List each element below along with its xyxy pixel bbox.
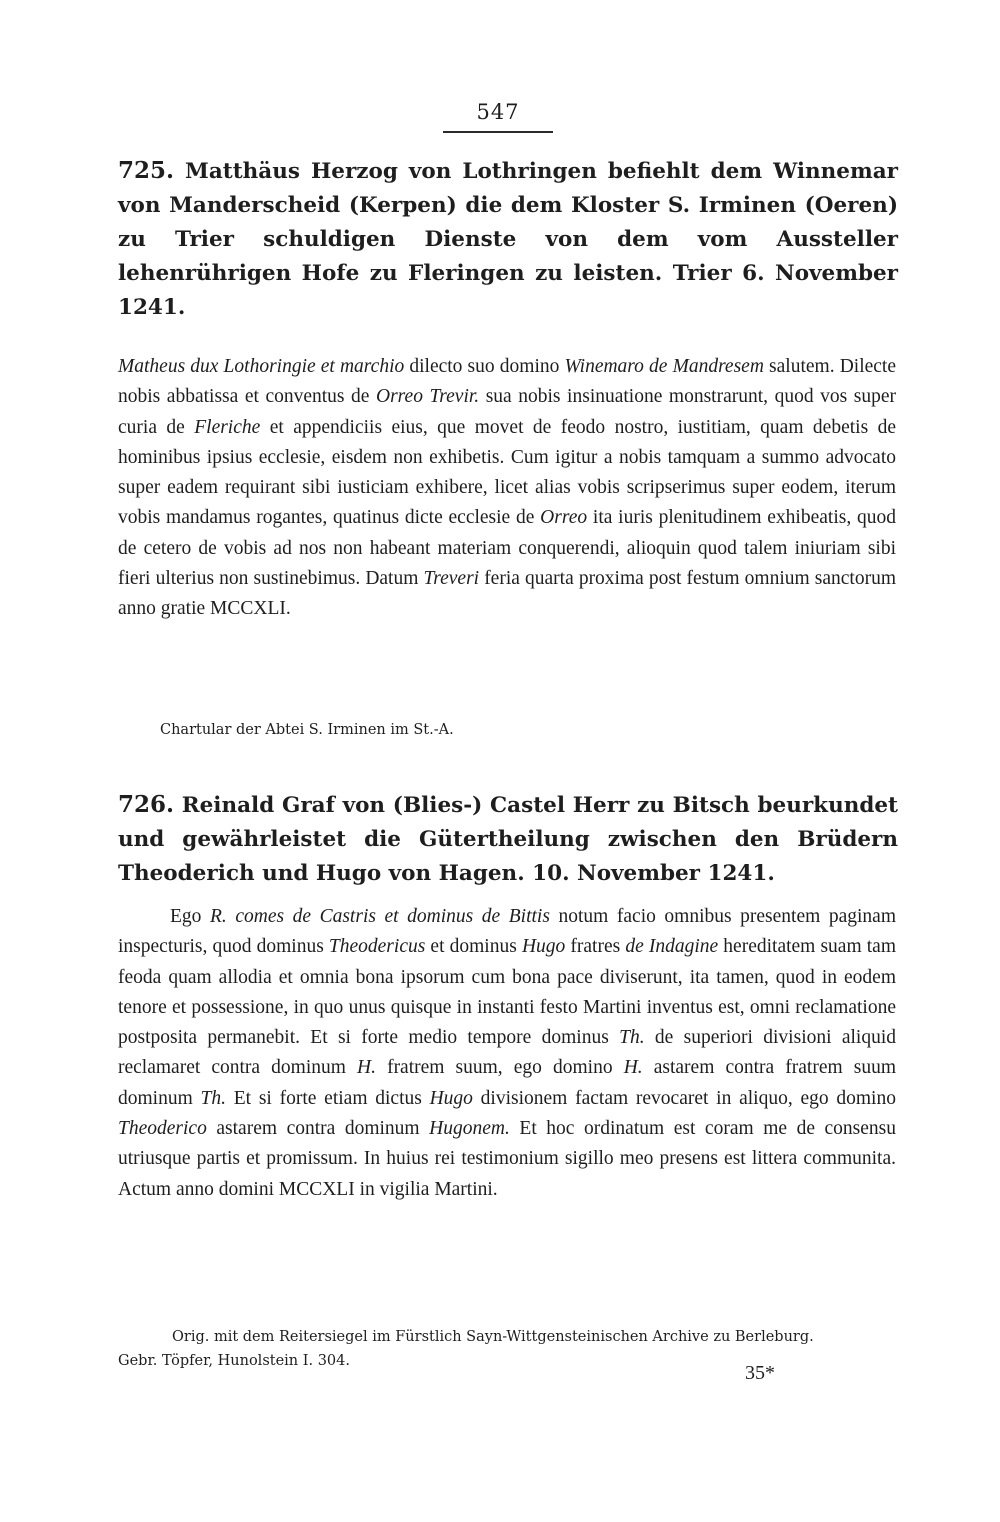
- doc-726-source-line2: Gebr. Töpfer, Hunolstein I. 304.: [118, 1353, 350, 1369]
- body-italic: Fleriche: [194, 416, 261, 438]
- body-text: de superiori divisioni aliquid reclamaret contra dominum: [118, 1027, 896, 1079]
- body-italic: H.: [357, 1057, 376, 1079]
- signature-mark: 35*: [745, 1362, 775, 1384]
- body-text: ita iuris plenitudinem exhibeatis, quod de cetero de vobis ad nos non habeant materiam conquerendi, alioquin quod talem iniuriam sibi fieri ulterius non sustinebimus. Datum: [118, 507, 896, 590]
- body-italic: H.: [623, 1057, 643, 1079]
- body-text: fratres: [565, 936, 626, 958]
- doc-726-heading-text: Reinald Graf von (Blies-) Castel Herr zu Bitsch beurkundet und gewährleistet die Gütertheilung zwischen den Brüdern Theoderich und Hugo von Hagen. 10. November 1241.: [118, 793, 898, 886]
- body-italic: Hugonem.: [429, 1118, 510, 1140]
- body-italic: Winemaro de Mandresem: [564, 356, 764, 377]
- body-text: hereditatem suam tam feoda quam allodia et omnia bona ipsorum cum bona pace diviserunt, ita tamen, quod in eodem tenore et possessione, in quo unus quisque in instanti festo Martini inventus est, omni reclamatione postposita permanebit. Et si forte medio tempore dominus: [118, 936, 896, 1049]
- page-number-rule: [443, 131, 553, 133]
- body-text: et dominus: [425, 936, 522, 958]
- body-text: astarem contra dominum: [206, 1118, 430, 1140]
- body-text: Ego: [170, 906, 210, 927]
- doc-726-body: [118, 902, 896, 1205]
- doc-725-heading: [118, 154, 898, 325]
- body-text: salutem. Dilecte nobis abbatissa et conventus de: [118, 356, 896, 408]
- body-text: dilecto suo domino: [404, 356, 565, 377]
- doc-726-source-line1: Orig. mit dem Reitersiegel im Fürstlich Sayn-Wittgensteinischen Archive zu Berleburg.: [172, 1329, 814, 1345]
- body-text: sua nobis insinuatione monstrarunt, quod vos super curia de: [118, 386, 896, 438]
- body-italic: Hugo: [429, 1087, 473, 1109]
- page-number: 547: [476, 100, 520, 124]
- body-text: fratrem suum, ego domino: [375, 1057, 624, 1079]
- body-italic: Theoderico: [118, 1118, 207, 1140]
- body-italic: Orreo Trevir.: [376, 386, 480, 408]
- doc-725-number: 725.: [118, 157, 175, 184]
- body-italic: Matheus dux Lothoringie et marchio: [118, 356, 405, 377]
- doc-725-source: Chartular der Abtei S. Irminen im St.-A.: [160, 722, 454, 738]
- doc-726-heading: [118, 788, 898, 891]
- body-italic: Th.: [619, 1027, 645, 1049]
- body-text: feria quarta proxima post festum omnium sanctorum anno gratie MCCXLI.: [118, 568, 896, 620]
- body-text: astarem contra fratrem suum dominum: [118, 1057, 896, 1109]
- doc-725-body: [118, 352, 896, 625]
- body-text: Et hoc ordinatum est coram me de consensu utriusque partis et promissum. In huius rei testimonium sigillo meo presens est littera communita. Actum anno domini MCCXLI in vigilia Martini.: [118, 1118, 897, 1200]
- doc-726-number: 726.: [118, 791, 175, 818]
- doc-725-heading-text: Matthäus Herzog von Lothringen befiehlt dem Winnemar von Manderscheid (Kerpen) die dem Kloster S. Irminen (Oeren) zu Trier schuldigen Dienste von dem vom Aussteller lehenrührigen Hofe zu Fleringen zu leisten. Trier 6. November 1241.: [118, 159, 898, 320]
- body-italic: Theodericus: [328, 936, 426, 958]
- body-text: Et si forte etiam dictus: [226, 1087, 430, 1109]
- body-italic: de Indagine: [625, 936, 719, 958]
- body-text: divisionem factam revocaret in aliquo, ego domino: [472, 1087, 896, 1109]
- body-text: et appendiciis eius, que movet de feodo nostro, iustitiam, quam debetis de hominibus ipsius ecclesie, eisdem non exhibetis. Cum igitur a nobis tamquam a summo advocato super eadem requirant sibi iusticiam exhibere, licet alias vobis scripserimus super eodem, iterum vobis mandamus rogantes, quatinus dicte ecclesie de: [118, 416, 896, 529]
- body-italic: Orreo: [540, 507, 588, 529]
- body-italic: Treveri: [423, 568, 480, 590]
- body-text: notum facio omnibus presentem paginam inspecturis, quod dominus: [118, 906, 896, 958]
- body-italic: Hugo: [521, 936, 566, 958]
- body-italic: R. comes de Castris et dominus de Bittis: [209, 906, 550, 927]
- body-italic: Th.: [200, 1087, 226, 1109]
